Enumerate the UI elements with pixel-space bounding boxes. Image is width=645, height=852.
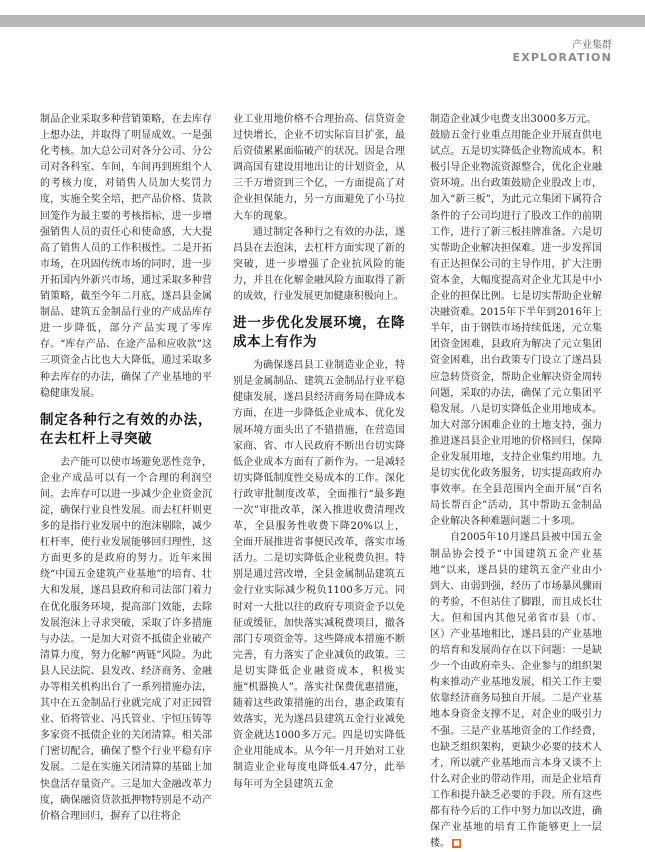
article-column-2 [233, 112, 405, 793]
top-decorative-bar [0, 15, 645, 27]
paragraph: 鼓励五金行业重点用能企业开展直供电试点。五是切实降低企业物流成本。积极引导企业物流资源整合，优化企业融资环境。出台政策鼓励企业股改上市，加入“新三板”，为此元立集团下属符合条件的子公司均进行了股改工作的前期工作，进行了新三板挂牌准备。六是切实帮助企业解决担保难。进一步发挥国有正达担保公司的主导作用，扩大注册资本金，大幅度提高对企业尤其是中小企业的担保比例。七是切实帮助企业解决融资难。2015年下半年到2016年上半年，由于钢铁市场持续低迷，元立集团资金困难，县政府为解决了元立集团资金困难，出台政策专门设立了遂昌县应急转贷资金，帮助企业解决资金周转问题，采取的办法，确保了元立集团平稳发展。八是切实降低企业用地成本。加大对部分困难企业的土地支持，强力推进遂昌县企业用地的价格回归，保障企业发展用地，支持企业集约用地。九是切实优化政务服务，切实提高政府办事效率。在全县范围内全面开展“百名局长帮百企”活动，其中帮助五金制品企业解决各种难题问题二十多项。 [430, 130, 602, 528]
section-heading: 制定各种行之有效的办法，在去杠杆上寻突破 [40, 411, 212, 447]
section-title-cn: 产业集群 [572, 40, 612, 51]
article-end-mark-icon: ■ [453, 839, 460, 848]
paragraph: 制品企业采取多种营销策略，在去库存上想办法，并取得了明显成效。一是强化考核。加大总公司对各分公司、分公司对各科室、车间，车间再到班组个人的考核力度，对销售人员加大奖罚力度，实施全奖全培，把产品价格、货款回笼作为最主要的考核指标，进一步增强销售人员的责任心和使命感，大大提高了销售人员的工作积极性。二是开拓市场，在巩固传统市场的同时，进一步开拓国内外新兴市场，通过采取多种营销策略，截至今年二月底，遂昌县金属制品、建筑五金制品行业的产成品库存进一步降低，部分产品实现了零库存。“库存产品、在途产品和应收款”这三项资金占比也大大降低，通过采取多种去库存的办法，确保了产业基地的平稳健康发展。 [40, 114, 212, 399]
section-heading: 进一步优化发展环境，在降成本上有作为 [233, 315, 405, 351]
paragraph: 业工业用地价格不合理抬高、信贷资金过快增长，企业不切实际盲目扩张，最后资债累累面临破产的状况。因是合理调高国有建设用地出让的计划资金，从三千万增资到三个亿，一方面提高了对企业担保能力，另一方面避免了小马拉大车的现象。 [233, 114, 405, 222]
paragraph-text: 自2005年10月遂昌县被中国五金制品协会授予“中国建筑五金产业基地”以来，遂昌县的建筑五金产业由小到大、由弱到强，经历了市场暴风骤雨的考验，不但站住了脚跟，而且成长壮大。但和国内其他兄弟省市县（市、区）产业基地相比，遂昌县的产业基地的培育和发展尚存在以下问题：一是缺少一个由政府牵头、企业参与的组织架构来推动产业基地发展，相关工作主要依靠经济商务局独自开展。二是产业基地本身资金支撑不足，对企业的吸引力不强。三是产业基地资金的工作经费，也缺乏组织架构，更缺少必要的技术人才，所以就产业基地而言本身又谈不上什么对企业的带动作用，而是企业培育工作和提升缺乏必要的手段。所有这些都有待今后的工作中努力加以改进，确保产业基地的培育工作能够更上一层楼。 [430, 532, 602, 850]
paragraph: 为确保遂昌县工业制造业企业，特别是金属制品、建筑五金制品行业平稳健康发展，遂昌县经济商务局在降成本方面，在进一步降低企业成本、优化发展环境方面头出了不错措施，在营造国家商、省、市人民政府不断出台切实降低企业成本方面有了新作为。一是减轻切实降低制度性交易成本的工作。深化行政审批制度改革，全面推行“最多跑一次”审批改革，深入推进收费清理改革，全县服务性收费下降20%以上，全面开展推进省事便民改革，落实市场活力。二是切实降低企业税费负担。特别是通过营改增，全县金属制品建筑五金行业实际减少税负1100多万元。同时对一大批以往的政府专项资金予以免征或缓征，加快落实减税费项目，撤各部门专项资金等。这些降成本措施不断完善，有力落实了企业减负的政策。三是切实降低企业融资成本，积极实施“机器换人”。落实社保费优惠措施，随着这些政策措施的出台，惠企政策有效落实，光为遂昌县建筑五金行业减免资金就达1000多万元。四是切实降低企业用能成本。从今年一月开始对工业制造业企业每度电降低4.47分，此举每年可为全县建筑五金 [233, 360, 405, 790]
paragraph: 制造企业减少电费支出3000多万元。 [430, 114, 597, 125]
paragraph: 去产能可以使市场避免恶性竞争，企业产成品可以有一个合理的利润空间。去库存可以进一步减少企业资金沉淀，确保行业良性发展。而去杠杆则更多的是指行业发展中的泡沫剔除，减少杠杆率，使行业发展能够回归理性，这方面更多的是政府的努力。近年来围绕“中国五金建筑产业基地”的培育、壮大和发展，遂昌县政府和司法部门着力在优化服务环境，提高部门效能，去除发展泡沫上寻求突破，采取了许多措施与办法。一是加大对资不抵债企业破产清算力度，努力化解“两链”风险。为此县人民法院、县发改、经济商务、金融办等相关机构出台了一系列措施办法，其中在五金制品行业就完成了对正园管业、佰将管业、冯氏管业、宇恒压铸等多家资不抵债企业的关闭清算。相关部门密切配合，确保了整个行业平稳有序发展。二是在实施关闭清算的基础上加快盘活存量资产。三是加大金融改革力度，确保融资贷款抵押物特别是不动产价格合理回归，摒弃了以往将企 [40, 456, 212, 822]
article-column-1 [40, 112, 212, 825]
paragraph: 通过制定各种行之有效的办法，遂昌县在去泡沫，去杠杆方面实现了新的突破，进一步增强了企业抗风险的能力，并且在化解金融风险方面取得了新的成效，行业发展更加健康积极向上。 [233, 226, 405, 303]
section-title-en: EXPLORATION [512, 51, 612, 64]
paragraph [430, 530, 602, 852]
article-column-3 [430, 112, 602, 852]
